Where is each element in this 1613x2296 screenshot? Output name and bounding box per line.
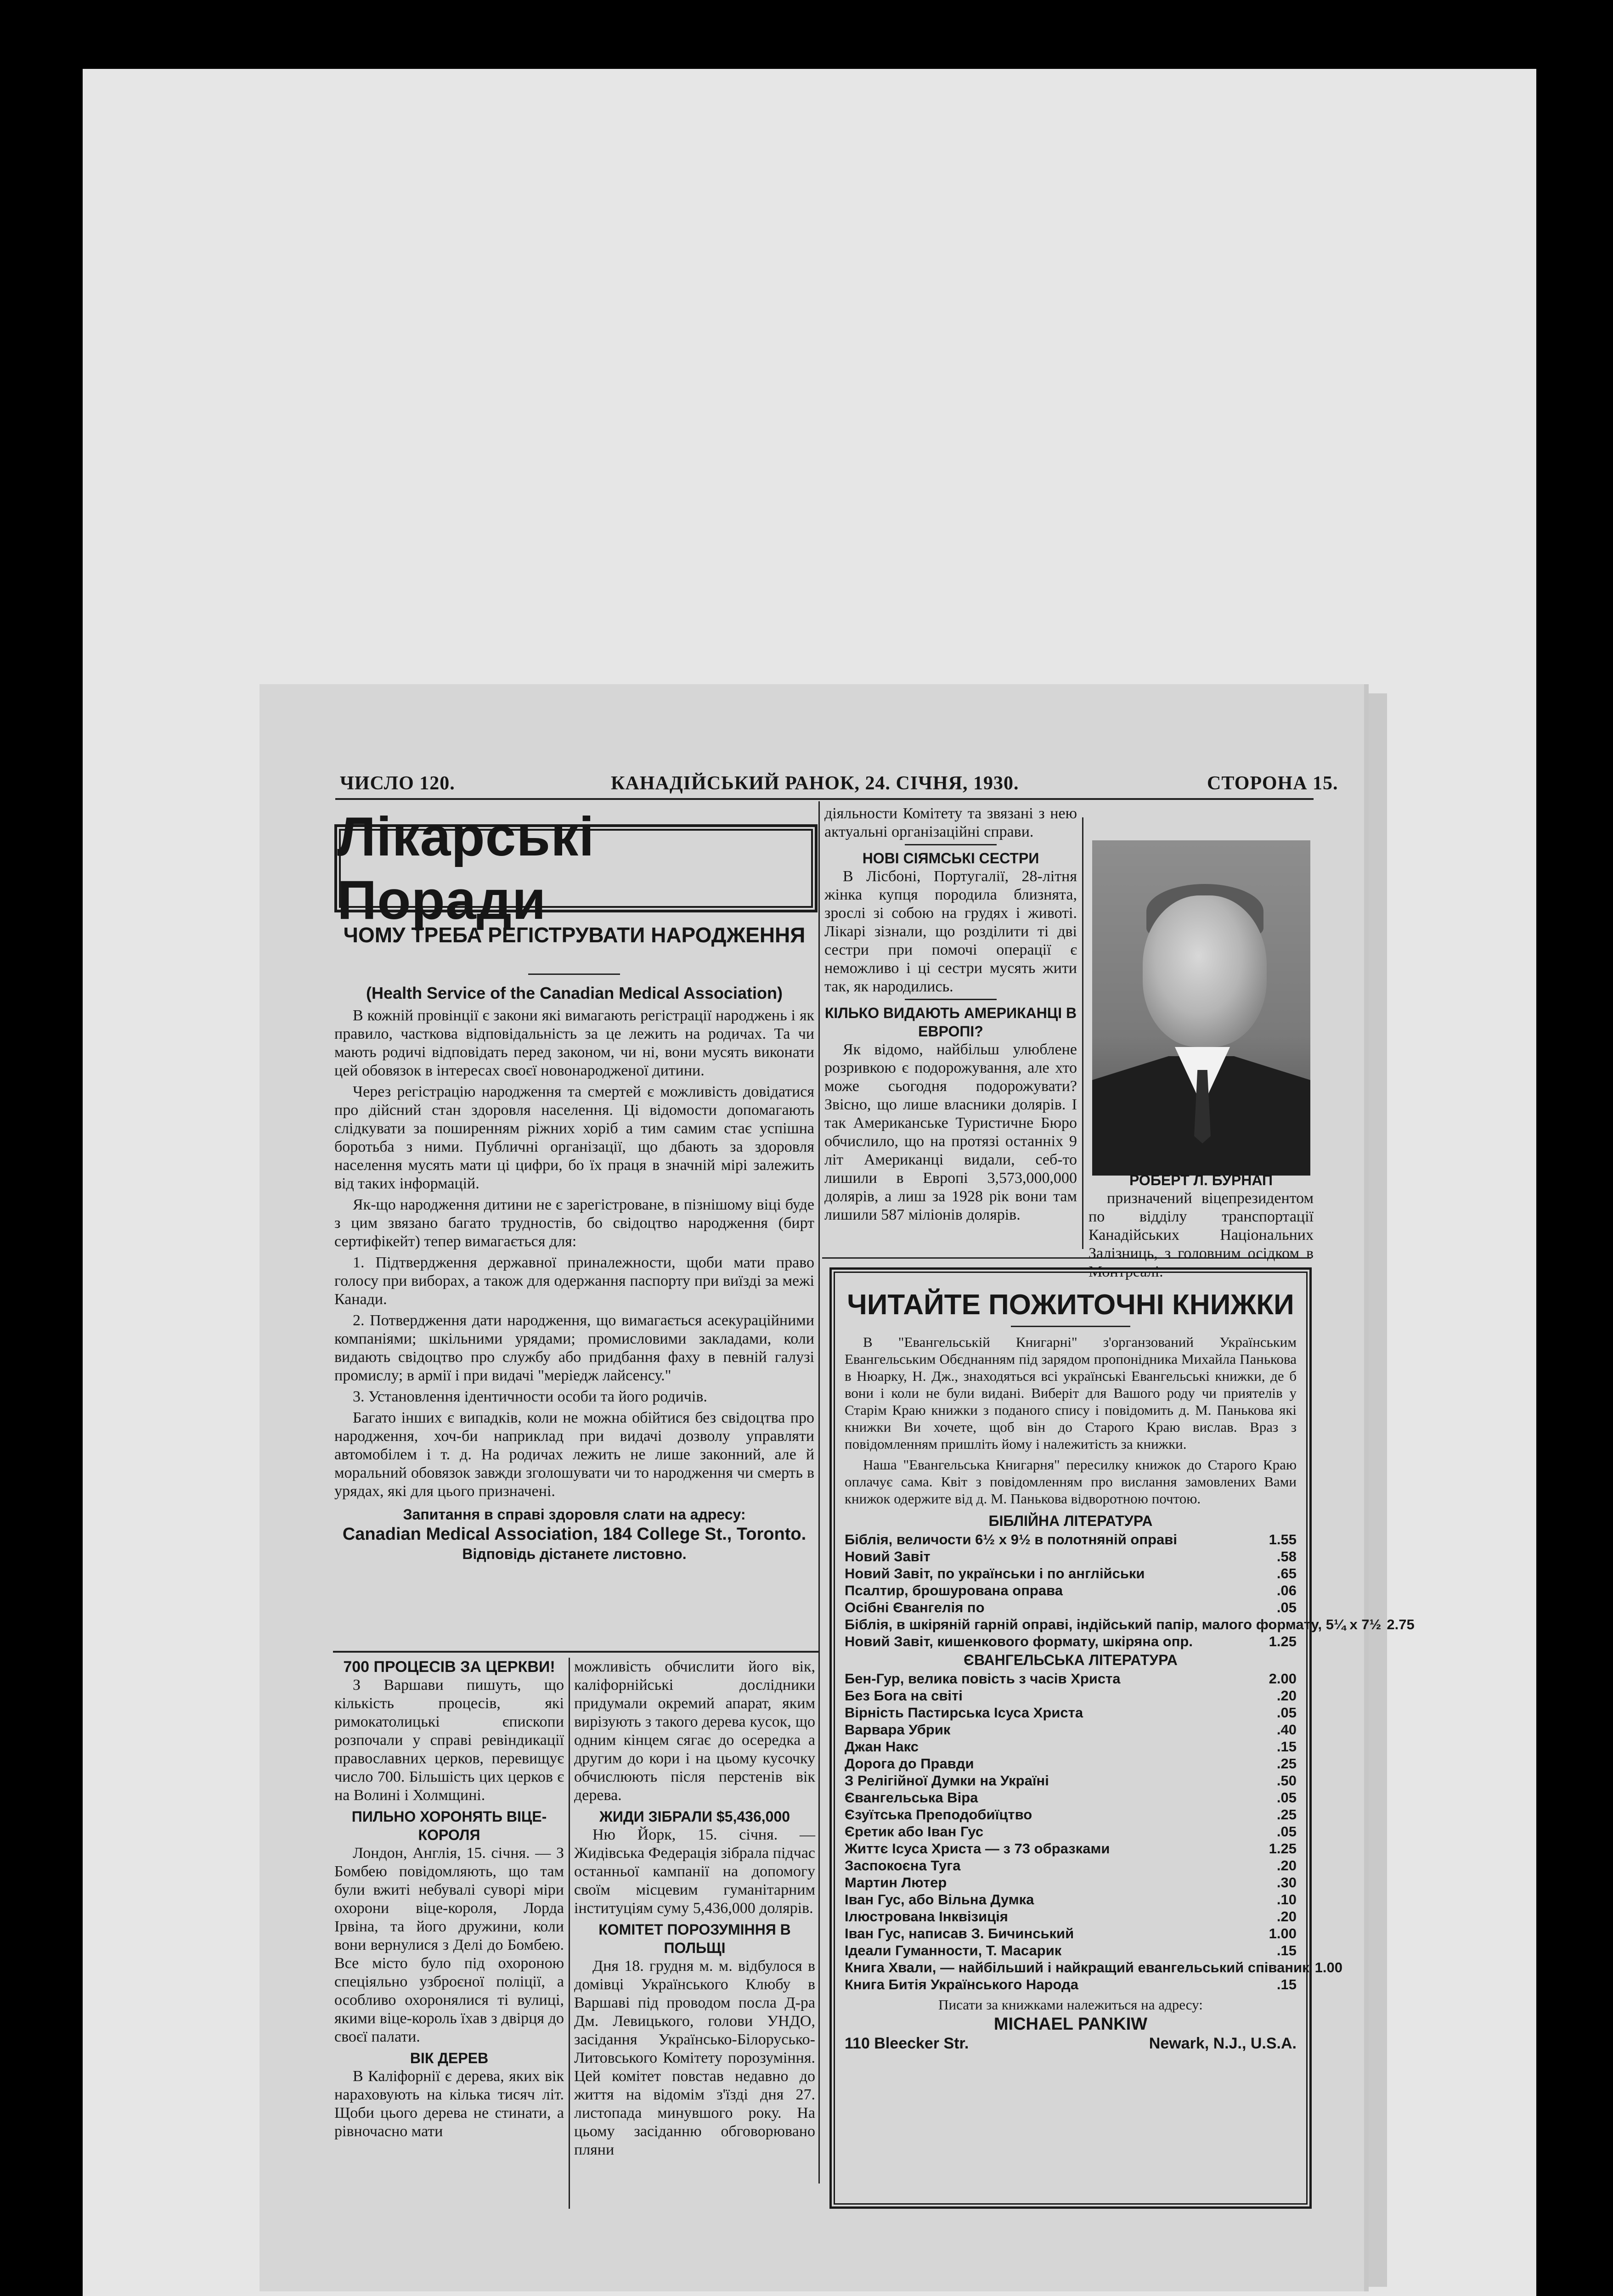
title-underline	[528, 974, 620, 975]
book-title: Новий Завіт, кишенкового формату, шкіряна опр.	[845, 1633, 1193, 1649]
medical-source: (Health Service of the Canadian Medical Association)	[366, 984, 783, 1002]
publisher-city: Newark, N.J., U.S.A.	[1149, 2035, 1297, 2052]
americans-text: Як відомо, найбільш улюблене розривкою є подорожування, але хто може сьогодня подорожувати? Звісно, що лише власники долярів. І так Американське Туристичне Бюро обчислило, що на протязі останніх 9 літ Американці видали, себ-то лишили в Европі 3,573,000,000 долярів, а лиш за 1928 рік вони там лишили 587 міліонів долярів.	[824, 1041, 1077, 1223]
book-list-item	[845, 1704, 1297, 1721]
book-price: .20	[1276, 1908, 1297, 1925]
book-price: .06	[1276, 1582, 1297, 1598]
book-list-item	[845, 1789, 1297, 1806]
medical-address-line: Запитання в справі здоровля слати на адресу:	[403, 1506, 746, 1523]
column-rule	[1082, 817, 1083, 1249]
processes-text: З Варшави пишуть, що кількість процесів, які римокатолицькі єпископи розпочали у справі ревіндикації православних церков, перевищує число 700. Більшість цих церков є на Волині і Холмщині.	[334, 1677, 564, 1804]
committee-text: Дня 18. грудня м. м. відбулося в домівці Українського Клюбу в Варшаві під проводом посла Д-ра Дм. Левицького, голови УНДО, засідання Українсько-Білорусько-Литовського Комітету порозуміння. Цей комітет повстав недавно до життя на відомім з'їзді дня 27. листопада минувшого року. На цьому засіданню обговорювано пляни	[574, 1958, 815, 2158]
publisher-name: MICHAEL PANKIW	[993, 2015, 1148, 2034]
column-rule	[569, 1658, 570, 2209]
book-title: Ілюстрована Інквізиція	[845, 1908, 1008, 1925]
book-list-item	[845, 1755, 1297, 1772]
book-title: Євангельська Віра	[845, 1790, 978, 1806]
book-title: Мартин Лютер	[845, 1874, 947, 1891]
trees-text: В Каліфорнії є дерева, яких вік нараховують на кілька тисяч літ. Щоби цього дерева не стинати, а рівночасно мати	[334, 2068, 564, 2140]
book-price: .15	[1276, 1942, 1297, 1958]
viceroy-title: ПИЛЬНО ХОРОНЯТЬ ВІЦЕ-КОРОЛЯ	[351, 1808, 547, 1843]
column-rule	[818, 801, 820, 2183]
book-title: Ідеали Гуманности, Т. Масарик	[845, 1942, 1062, 1958]
book-title: Іван Гус, або Вільна Думка	[845, 1891, 1034, 1908]
book-list-item	[845, 1738, 1297, 1755]
book-price: .15	[1276, 1739, 1297, 1755]
committee-title: КОМІТЕТ ПОРОЗУМІННЯ В ПОЛЬЩІ	[598, 1921, 791, 1956]
federation-title: ЖИДИ ЗІБРАЛИ $5,436,000	[599, 1808, 790, 1825]
page-number: СТОРОНА 15.	[1207, 773, 1338, 794]
book-price: .40	[1276, 1722, 1297, 1738]
bible-list	[845, 1531, 1415, 1650]
book-list-item	[845, 1670, 1297, 1687]
book-price: .05	[1276, 1705, 1297, 1721]
book-list-item	[845, 1772, 1297, 1789]
book-list-item	[845, 1806, 1297, 1823]
book-price: .25	[1276, 1756, 1297, 1772]
order-line: Писати за книжками належиться на адресу:	[938, 1997, 1203, 2013]
books-advertisement	[829, 1267, 1415, 2209]
americans-title: КІЛЬКО ВИДАЮТЬ АМЕРИКАНЦІ В ЕВРОПІ?	[824, 1005, 1077, 1040]
portrait-name: РОБЕРТ Л. БУРНАП	[1129, 1172, 1273, 1188]
book-title: Життє Ісуса Христа — з 73 образками	[845, 1840, 1110, 1857]
bottom-middle-column	[574, 1658, 815, 2162]
book-price: .25	[1276, 1806, 1297, 1823]
book-list-item	[845, 1959, 1342, 1976]
divider	[905, 844, 997, 845]
books-ad-note: Наша "Евангельська Книгарня" пересилку книжок до Старого Краю оплачує сама. Квіт з повідомленням про вислання замовлених Вами книжок одержите від д. М. Панькова відворотною почтою.	[845, 1457, 1297, 1507]
book-list-item	[845, 1942, 1297, 1959]
book-price: 2.00	[1269, 1671, 1297, 1687]
book-title: Без Бога на світі	[845, 1688, 963, 1704]
book-title: Біблія, величости 6½ х 9½ в полотняній оправі	[845, 1531, 1177, 1548]
gospel-list	[845, 1670, 1342, 1993]
book-title: Осібні Євангелія по	[845, 1599, 985, 1615]
book-price: .05	[1276, 1823, 1297, 1840]
book-list-item	[845, 1599, 1297, 1616]
book-price: .50	[1276, 1773, 1297, 1789]
book-price: 1.25	[1269, 1840, 1297, 1857]
book-list-item	[845, 1925, 1297, 1942]
divider	[905, 999, 997, 1000]
book-list-item	[845, 1874, 1297, 1891]
book-list-item	[845, 1891, 1297, 1908]
book-title: Книга Хвали, — найбільший і найкращий евангельський співаник	[845, 1959, 1309, 1975]
book-title: Вірність Пастирська Ісуса Христа	[845, 1705, 1083, 1721]
medical-title: ЧОМУ ТРЕБА РЕГІСТРУВАТИ НАРОДЖЕННЯ	[343, 923, 806, 947]
book-title: Псалтир, брошурована оправа	[845, 1582, 1063, 1598]
book-price: 1.00	[1269, 1925, 1297, 1941]
books-ad-content	[845, 1288, 1415, 2053]
book-price: .65	[1276, 1565, 1297, 1581]
publisher-address	[845, 2034, 1297, 2053]
book-title: Дорога до Правди	[845, 1756, 974, 1772]
medical-article	[334, 983, 814, 1563]
processes-title: 700 ПРОЦЕСІВ ЗА ЦЕРКВИ!	[343, 1658, 555, 1676]
book-price: 1.25	[1269, 1633, 1297, 1649]
medical-title-block	[334, 923, 814, 947]
book-title: Джан Накс	[845, 1739, 919, 1755]
book-list-item	[845, 1548, 1297, 1565]
book-title: Книга Битія Українського Народа	[845, 1976, 1078, 1992]
continued-text: діяльности Комітету та звязані з нею актуальні організаційні справи.	[824, 805, 1077, 840]
medical-reply-note: Відповідь дістанете листовно.	[462, 1546, 687, 1562]
divider	[1011, 1326, 1130, 1327]
medical-paragraph: 2. Потвердження дати народження, що вимагається асекураційними компаніями; шкільними урядами; промисловими закладами, коли видають свідоцтво про службу або придбання фаху в певній галузі промислу; в армії і при видачі "меріедж лайсенсу."	[334, 1312, 814, 1384]
federation-text: Ню Йорк, 15. січня. — Жидівська Федерація зібрала підчас останньої кампанії на допомогу своїм місцевим гуманітарним інституціям суму 5,436,000 долярів.	[574, 1826, 815, 1917]
book-price: .20	[1276, 1688, 1297, 1704]
portrait-caption: призначений віцепрезидентом по відділу транспортації Канадійських Національних Залізниць, з головним осідком в Монтреалі.	[1088, 1190, 1314, 1280]
book-list-item	[845, 1687, 1297, 1704]
book-title: Новий Завіт, по українськи і по англійськи	[845, 1565, 1145, 1581]
medical-address: Canadian Medical Association, 184 College St., Toronto.	[342, 1525, 806, 1544]
medical-paragraph: Багато інших є випадків, коли не можна обійтися без свідоцтва про народження, хоч-би наприклад при видачі дозволу управляти автомобілем і т. д. На родичах лежить не лише законний, але й моральний обовязок завжди зголошувати чи то народження чи смерть в урядах, які для цього призначені.	[334, 1409, 814, 1500]
book-price: .30	[1276, 1874, 1297, 1891]
book-price: .10	[1276, 1891, 1297, 1908]
book-list-item	[845, 1976, 1297, 1993]
book-title: Єретик або Іван Гус	[845, 1823, 984, 1840]
header-rule	[335, 798, 1314, 800]
book-title: Бен-Гур, велика повість з часів Христа	[845, 1671, 1121, 1687]
bottom-left-column	[334, 1658, 564, 2144]
book-price: .15	[1276, 1976, 1297, 1992]
book-title: Новий Завіт	[845, 1548, 931, 1564]
bible-heading: БІБЛІЙНА ЛІТЕРАТУРА	[988, 1513, 1153, 1529]
book-list-item	[845, 1840, 1297, 1857]
book-list-item	[845, 1531, 1297, 1548]
trees-continued: можливість обчислити його вік, каліфорнійські дослідники придумали окремий апарат, яким вирізують з такого дерева кусок, що одним кінцем сягає до осередка а другим до кори і на цьому кусочку обчислюють після перстенів вік дерева.	[574, 1658, 815, 1804]
book-price: 2.75	[1387, 1616, 1415, 1632]
portrait-photo	[1092, 840, 1310, 1166]
book-title: Іван Гус, написав З. Бичинський	[845, 1925, 1074, 1941]
section-rule	[333, 1651, 819, 1653]
book-title: З Релігійної Думки на Україні	[845, 1773, 1049, 1789]
book-list-item	[845, 1633, 1297, 1650]
siamese-title: НОВІ СІЯМСЬКІ СЕСТРИ	[862, 850, 1039, 867]
book-list-item	[845, 1582, 1297, 1599]
books-ad-title: ЧИТАЙТЕ ПОЖИТОЧНІ КНИЖКИ	[847, 1289, 1294, 1321]
book-price: .05	[1276, 1599, 1297, 1615]
book-price: 1.55	[1269, 1531, 1297, 1548]
book-title: Заспокоєна Туга	[845, 1857, 961, 1874]
medical-paragraph: 3. Установлення ідентичности особи та його родичів.	[353, 1388, 707, 1405]
issue-number: ЧИСЛО 120.	[340, 773, 455, 794]
book-list-item	[845, 1908, 1297, 1925]
publisher-street: 110 Bleecker Str.	[845, 2035, 969, 2052]
trees-title: ВІК ДЕРЕВ	[410, 2050, 489, 2066]
book-list-item	[845, 1721, 1297, 1738]
middle-top-column	[824, 805, 1077, 1227]
medical-banner	[334, 806, 818, 931]
book-title: Єзуїтська Преподобиїцтво	[845, 1806, 1032, 1823]
paper-edge	[1369, 693, 1387, 2287]
book-list-item	[845, 1565, 1297, 1582]
medical-paragraph: В кожній провінції є закони які вимагають регістрації народжень і як правило, часткова відповідальність за це лежить на родичах. Та чи мають родичі відповідать перед законом, чи ні, вони мусять виконати цей обовязок в інтересах своєї новонародженої дитини.	[334, 1007, 814, 1079]
book-price: 1.00	[1314, 1959, 1342, 1975]
medical-paragraph: Через регістрацію народження та смертей є можливість довідатися про дійсний стан здоровля населення. Ці відомости допомагають слідкувати за поширенням ріжних хоріб а тим самим стає успішна боротьба з ними. Публичні організації, що дбають за здоровля населення мусять мати ці цифри, бо їх праця в значній мірі залежить від таких інформацій.	[334, 1083, 814, 1192]
viceroy-text: Лондон, Англія, 15. січня. — З Бомбею повідомляють, що там були вжиті небувалі суворі міри охорони віце-короля, Лорда Ірвіна, та його дружини, коли вони вернулися з Делі до Бомбею. Все місто було під охороною спеціяльно узброєної поліції, а особливо охоронялися ті вулиці, якими віце-король їхав з двірця до своєї палати.	[334, 1845, 564, 2045]
book-list-item	[845, 1823, 1297, 1840]
books-ad-intro: В "Евангельській Книгарні" з'органзований Українським Евангельським Обєднанням під зарядом пропонідника Михайла Панькова в Нюарку, Н. Дж., знаходяться всі українські Евангельські книжки, де б вони і коли не були видані. Виберіт для Вашого роду чи приятелів у Старім Краю книжки з поданого спису і повідомить д. М. Панькова які книжки Ви хочете, щоб він до Старого Краю вислав. Враз з повідомленням пришліть йому і належитість за книжки.	[845, 1334, 1297, 1452]
book-price: .58	[1276, 1548, 1297, 1564]
medical-paragraph: Як-що народження дитини не є зарегістроване, в пізнішому віці буде з цим звязано багато трудностів, бо свідоцтво народження (бирт сертифікейт) тепер вимагається для:	[334, 1196, 814, 1250]
book-list-item	[845, 1857, 1297, 1874]
siamese-text: В Лісбоні, Португалії, 28-літня жінка купця породила близнята, зрослі зі собою на грудях і животі. Лікарі зізнали, що розділити ті дві сестри при помочі операції є неможливо і ці сестри мусять жити так, як народились.	[824, 868, 1077, 995]
book-list-item	[845, 1616, 1415, 1633]
medical-paragraph: 1. Підтвердження державної приналежности, щоби мати право голосу при виборах, а також для одержання паспорту при виїзді за межі Канади.	[334, 1254, 814, 1308]
book-price: .20	[1276, 1857, 1297, 1874]
book-price: .05	[1276, 1790, 1297, 1806]
medical-banner-text: Лікарські Поради	[337, 806, 595, 931]
gospel-heading: ЄВАНГЕЛЬСЬКА ЛІТЕРАТУРА	[964, 1652, 1178, 1668]
paper-title-date: КАНАДІЙСЬКИЙ РАНОК, 24. СІЧНЯ, 1930.	[611, 773, 1019, 794]
book-title: Варвара Убрик	[845, 1722, 951, 1738]
book-title: Біблія, в шкіряній гарній оправі, індійський папір, малого формату, 5¼ х 7½	[845, 1616, 1382, 1632]
